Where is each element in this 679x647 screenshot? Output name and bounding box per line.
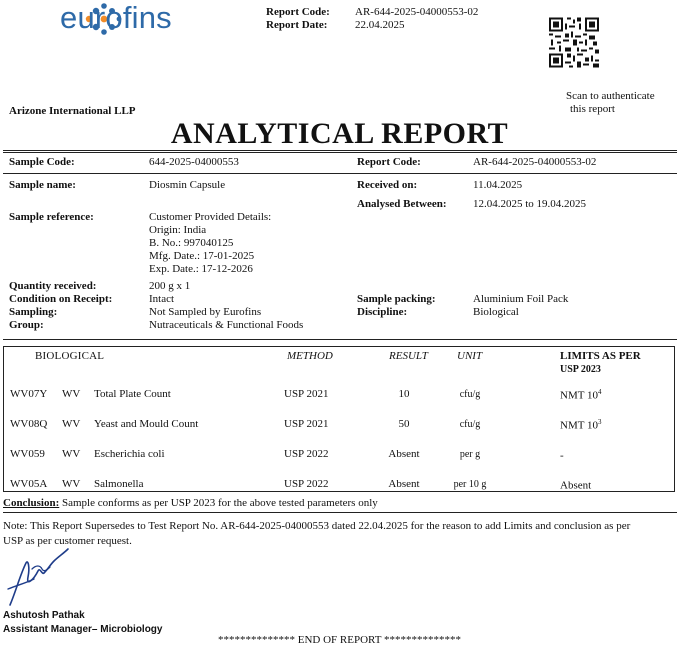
reference-line: Exp. Date.: 17-12-2026 (149, 263, 253, 275)
discipline-value: Biological (473, 306, 519, 318)
sample-name-label: Sample name: (9, 179, 76, 191)
reference-line: Origin: India (149, 224, 207, 236)
table-header-limits-1: LIMITS AS PER (560, 350, 641, 362)
row-lab: WV (62, 418, 81, 430)
conclusion-label: Conclusion: (3, 497, 60, 509)
row-lab: WV (62, 388, 81, 400)
discipline-label: Discipline: (357, 306, 408, 318)
row-parameter: Yeast and Mould Count (94, 418, 199, 430)
row-result: 10 (398, 388, 410, 400)
note-line-1: Note: This Report Supersedes to Test Report No. AR-644-2025-04000553 dated 22.04.2025 for the reason to add Limits and conclusion as per (3, 520, 631, 532)
company-name: Arizone International LLP (9, 105, 136, 117)
qr-caption-line1: Scan to authenticate (566, 90, 655, 102)
signatory-designation: Assistant Manager– Microbiology (3, 624, 163, 635)
row-result: 50 (398, 418, 410, 430)
sample-code-label: Sample Code: (9, 156, 75, 168)
report-code-label: Report Code: (266, 6, 330, 18)
row-limit-exponent: 3 (598, 418, 602, 426)
row-unit: per g (459, 449, 481, 460)
row-unit: cfu/g (459, 419, 481, 430)
condition-value: Intact (149, 293, 175, 305)
row-limit-base: NMT 10 (560, 389, 598, 402)
table-header-unit: UNIT (457, 350, 483, 362)
row-method: USP 2021 (284, 388, 329, 400)
row-parameter: Total Plate Count (94, 388, 171, 400)
analysed-label: Analysed Between: (357, 198, 447, 210)
table-header-result: RESULT (389, 350, 428, 362)
reference-line: Mfg. Date.: 17-01-2025 (149, 250, 255, 262)
divider-top-2 (3, 152, 677, 153)
sample-reference-label: Sample reference: (9, 211, 94, 223)
row-limit-exponent: 4 (598, 388, 602, 396)
row-limit-base: Absent (560, 479, 592, 492)
row-limit (560, 418, 602, 432)
received-label: Received on: (357, 179, 418, 191)
row-parameter: Salmonella (94, 478, 144, 490)
group-label: Group: (9, 319, 44, 331)
signatory-name: Ashutosh Pathak (3, 610, 85, 621)
reference-line: Customer Provided Details: (149, 211, 272, 223)
row-lab: WV (62, 448, 81, 460)
row-code: WV07Y (10, 388, 48, 400)
sample-code-value: 644-2025-04000553 (149, 156, 239, 168)
row-limit (560, 448, 564, 462)
analysed-value: 12.04.2025 to 19.04.2025 (473, 198, 587, 210)
row-method: USP 2022 (284, 448, 329, 460)
signature (4, 545, 72, 607)
row-lab: WV (62, 478, 81, 490)
divider-after-conclusion (3, 512, 677, 513)
received-value: 11.04.2025 (473, 179, 523, 191)
qr-caption-line2: this report (570, 103, 615, 115)
quantity-label: Quantity received: (9, 280, 97, 292)
row-code: WV05A (10, 478, 48, 490)
report-code-value: AR-644-2025-04000553-02 (355, 6, 479, 18)
details-report-code-label: Report Code: (357, 156, 421, 168)
report-title: ANALYTICAL REPORT (170, 117, 509, 150)
qr-code[interactable] (549, 5, 599, 80)
condition-label: Condition on Receipt: (9, 293, 113, 305)
quantity-value: 200 g x 1 (149, 280, 191, 292)
row-result: Absent (388, 478, 420, 490)
sampling-value: Not Sampled by Eurofins (149, 306, 262, 318)
row-parameter: Escherichia coli (94, 448, 165, 460)
sample-reference-lines (149, 211, 271, 276)
reference-line: B. No.: 997040125 (149, 237, 234, 249)
packing-value: Aluminium Foil Pack (473, 293, 569, 305)
group-value: Nutraceuticals & Functional Foods (149, 319, 304, 331)
row-code: WV059 (10, 448, 45, 460)
row-limit-base: NMT 10 (560, 419, 598, 432)
details-report-code-value: AR-644-2025-04000553-02 (473, 156, 597, 168)
divider-top (3, 150, 677, 151)
brand-name: eurofins (60, 0, 172, 35)
divider-before-table (3, 339, 677, 340)
conclusion (3, 497, 378, 509)
conclusion-text: Sample conforms as per USP 2023 for the above tested parameters only (59, 497, 378, 509)
sample-name-value: Diosmin Capsule (149, 179, 226, 191)
divider-details (3, 173, 677, 174)
sampling-label: Sampling: (9, 306, 58, 318)
report-date-value: 22.04.2025 (355, 19, 405, 31)
row-result: Absent (388, 448, 420, 460)
row-method: USP 2021 (284, 418, 329, 430)
row-limit (560, 388, 602, 402)
end-of-report: ************** END OF REPORT ************** (218, 634, 461, 646)
row-method: USP 2022 (284, 478, 329, 490)
table-header-method: METHOD (287, 350, 333, 362)
row-unit: per 10 g (453, 479, 487, 490)
row-code: WV08Q (10, 418, 48, 430)
row-limit (560, 478, 591, 492)
row-unit: cfu/g (459, 389, 481, 400)
qr-caption (566, 90, 655, 116)
report-date-label: Report Date: (266, 19, 328, 31)
packing-label: Sample packing: (357, 293, 436, 305)
table-header-limits-2: USP 2023 (560, 364, 601, 375)
note-line-2: USP as per customer request. (3, 535, 132, 547)
table-header-category: BIOLOGICAL (35, 350, 105, 362)
row-limit-base: - (560, 449, 564, 462)
